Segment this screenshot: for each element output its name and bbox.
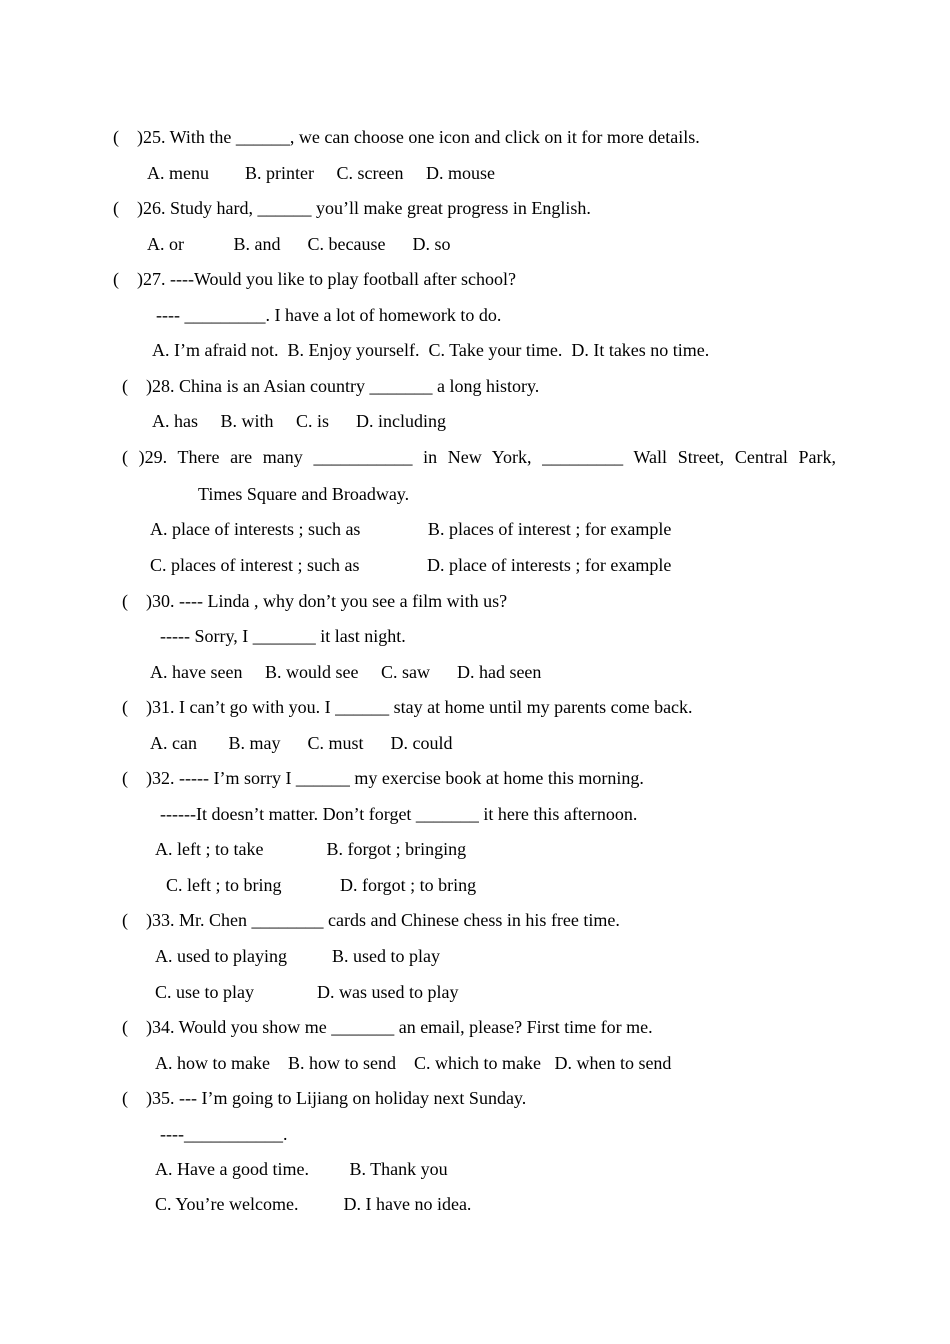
question-29-stem: ( )29. There are many ___________ in New York, _________ Wall Street, Central Park, — [122, 447, 836, 467]
question-34-stem: ( )34. Would you show me _______ an email, please? First time for me. — [122, 1017, 653, 1037]
question-35-options-row-2: C. You’re welcome. D. I have no idea. — [155, 1194, 472, 1214]
question-32-options-row-2: C. left ; to bring D. forgot ; to bring — [166, 875, 477, 895]
question-28-stem: ( )28. China is an Asian country _______ a long history. — [122, 376, 540, 396]
question-32-options-row-1: A. left ; to take B. forgot ; bringing — [155, 839, 467, 859]
question-28-options: A. has B. with C. is D. including — [152, 411, 447, 431]
question-33-stem: ( )33. Mr. Chen ________ cards and Chinese chess in his free time. — [122, 910, 620, 930]
question-32-stem: ( )32. ----- I’m sorry I ______ my exercise book at home this morning. — [122, 768, 644, 788]
question-32-dialogue: ------It doesn’t matter. Don’t forget _______ it here this afternoon. — [160, 804, 638, 824]
question-30-dialogue: ----- Sorry, I _______ it last night. — [160, 626, 406, 646]
question-25-stem: ( )25. With the ______, we can choose one icon and click on it for more details. — [113, 127, 700, 147]
question-25-options: A. menu B. printer C. screen D. mouse — [147, 163, 495, 183]
question-33-options-row-2: C. use to play D. was used to play — [155, 982, 459, 1002]
question-27-stem: ( )27. ----Would you like to play football after school? — [113, 269, 516, 289]
question-35-options-row-1: A. Have a good time. B. Thank you — [155, 1159, 448, 1179]
question-31-options: A. can B. may C. must D. could — [150, 733, 453, 753]
question-33-options-row-1: A. used to playing B. used to play — [155, 946, 440, 966]
question-34-options: A. how to make B. how to send C. which to make D. when to send — [155, 1053, 672, 1073]
question-35-dialogue: ----___________. — [160, 1124, 288, 1144]
question-26-stem: ( )26. Study hard, ______ you’ll make great progress in English. — [113, 198, 591, 218]
question-35-stem: ( )35. --- I’m going to Lijiang on holiday next Sunday. — [122, 1088, 527, 1108]
question-30-stem: ( )30. ---- Linda , why don’t you see a film with us? — [122, 591, 508, 611]
question-27-dialogue: ---- _________. I have a lot of homework to do. — [156, 305, 502, 325]
question-30-options: A. have seen B. would see C. saw D. had seen — [150, 662, 542, 682]
question-29-options-row-1: A. place of interests ; such as B. places of interest ; for example — [150, 519, 672, 539]
question-26-options: A. or B. and C. because D. so — [147, 234, 451, 254]
question-27-options: A. I’m afraid not. B. Enjoy yourself. C. Take your time. D. It takes no time. — [152, 340, 710, 360]
question-31-stem: ( )31. I can’t go with you. I ______ stay at home until my parents come back. — [122, 697, 693, 717]
question-29-continuation: Times Square and Broadway. — [198, 484, 410, 504]
question-29-options-row-2: C. places of interest ; such as D. place of interests ; for example — [150, 555, 672, 575]
